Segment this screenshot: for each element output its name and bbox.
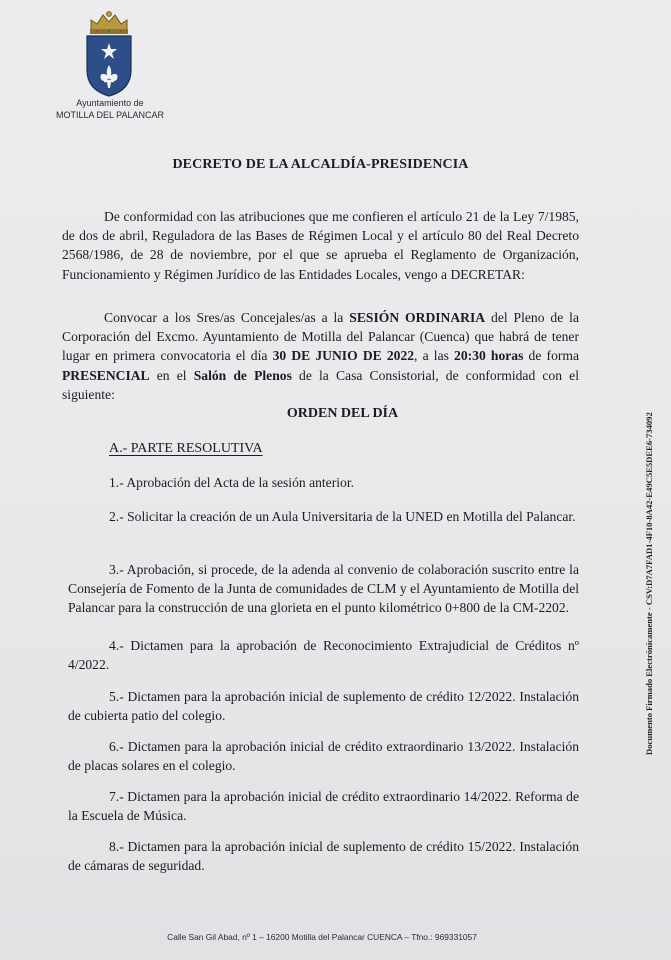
- convocatoria-text-1: Convocar a los Sres/as Concejales/as a la: [104, 310, 350, 325]
- agenda-item-text: 6.- Dictamen para la aprobación inicial de crédito extraordinario 13/2022. Instalación de placas solares en el colegio.: [68, 739, 579, 774]
- convocatoria-text-2: del Pleno de la Corporación del Excmo. Ayuntamiento de Motilla del Palancar (Cuenca) que habrá de tener lugar en primera convocatoria el día: [62, 310, 579, 364]
- convocatoria-paragraph: [62, 308, 579, 404]
- session-mode: PRESENCIAL: [62, 367, 150, 383]
- convocatoria-text-6: de la Casa Consistorial, de conformidad con el siguiente:: [62, 367, 579, 402]
- footer-address: Calle San Gil Abad, nº 1 – 16200 Motilla del Palancar CUENCA – Tfno.: 969331057: [167, 932, 477, 942]
- electronic-signature-stamp: Documento Firmado Electrónicamente - CSV:D7A7FAD1-4F10-8A42-E49C5E5DEE6-734092: [644, 412, 654, 755]
- agenda-heading: ORDEN DEL DÍA: [286, 406, 399, 421]
- agenda-item-text: 1.- Aprobación del Acta de la sesión anterior.: [109, 475, 354, 490]
- agenda-item-text: 2.- Solicitar la creación de un Aula Universitaria de la UNED en Motilla del Palancar.: [109, 509, 576, 524]
- intro-paragraph: De conformidad con las atribuciones que me confieren el artículo 21 de la Ley 7/1985, de dos de abril, Reguladora de las Bases de Régimen Local y el artículo 80 del Real Decreto 2568/1986, de 28 de noviembre, por el que se aprueba el Reglamento de Organización, Funcionamiento y Régimen Jurídico de las Entidades Locales, vengo a DECRETAR:: [62, 209, 579, 282]
- decree-title: DECRETO DE LA ALCALDÍA-PRESIDENCIA: [172, 157, 469, 172]
- section-a-heading: A.- PARTE RESOLUTIVA: [109, 441, 263, 456]
- agenda-item: [68, 837, 579, 875]
- agenda-item: [68, 787, 579, 825]
- agenda-item: [68, 737, 579, 775]
- convocatoria-text-3: , a las: [414, 348, 455, 364]
- session-time: 20:30 horas: [454, 348, 524, 364]
- agenda-item: [68, 473, 579, 492]
- session-type: SESIÓN ORDINARIA: [349, 310, 486, 325]
- agenda-item-text: 5.- Dictamen para la aprobación inicial de suplemento de crédito 12/2022. Instalación de cubierta patio del colegio.: [68, 689, 579, 724]
- convocatoria-text-5: en el: [149, 367, 194, 383]
- coat-of-arms-icon: [83, 10, 135, 98]
- session-date: 30 DE JUNIO DE 2022: [272, 348, 415, 364]
- organization-name: [50, 97, 170, 121]
- organization-line2: MOTILLA DEL PALANCAR: [55, 110, 165, 120]
- agenda-item-text: 4.- Dictamen para la aprobación de Reconocimiento Extrajudicial de Créditos nº 4/2022.: [68, 638, 579, 673]
- agenda-item: [68, 636, 579, 674]
- agenda-item-text: 3.- Aprobación, si procede, de la adenda al convenio de colaboración suscrito entre la Consejería de Fomento de la Junta de comunidades de CLM y el Ayuntamiento de Motilla del Palancar para la construcción de una glorieta en el punto kilométrico 0+800 de la CM-2202.: [68, 562, 579, 616]
- agenda-item-text: 7.- Dictamen para la aprobación inicial de crédito extraordinario 14/2022. Reforma de la Escuela de Música.: [68, 789, 579, 824]
- agenda-item: [68, 507, 579, 526]
- convocatoria-text-4: de forma: [523, 348, 580, 364]
- agenda-item-text: 8.- Dictamen para la aprobación inicial de suplemento de crédito 15/2022. Instalación de cámaras de seguridad.: [68, 839, 579, 874]
- agenda-item: [68, 687, 579, 725]
- organization-line1: Ayuntamiento de: [76, 98, 144, 108]
- agenda-item: [68, 560, 579, 618]
- session-venue: Salón de Plenos: [193, 367, 292, 383]
